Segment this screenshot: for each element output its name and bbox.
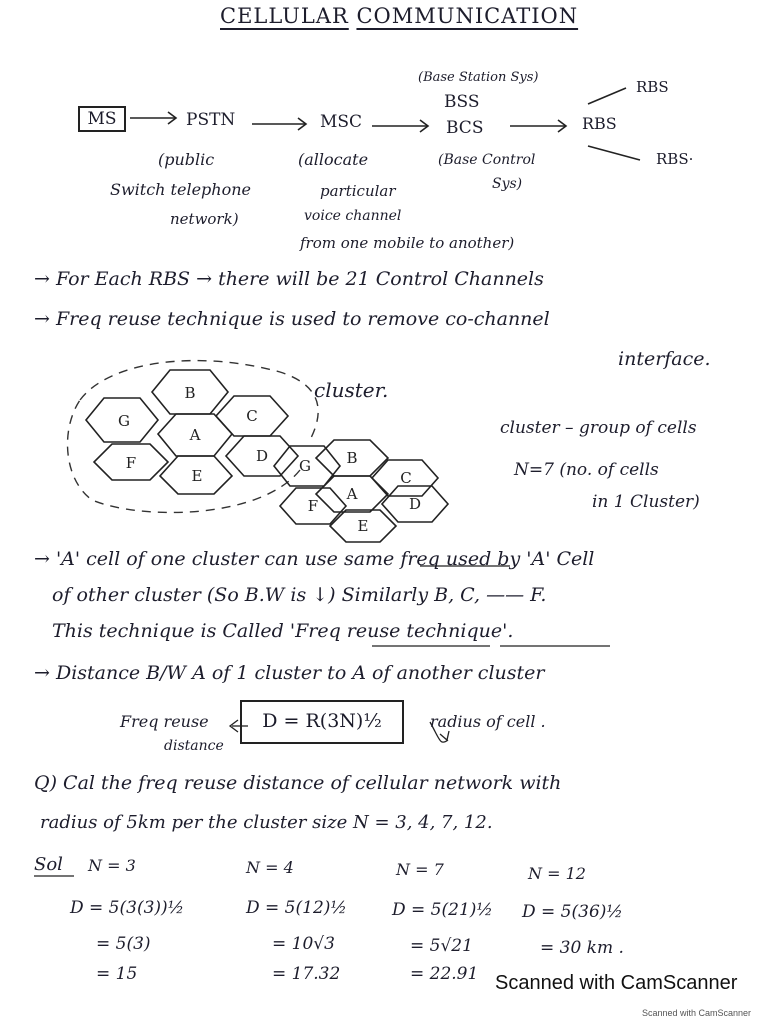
sol-col4-n: N = 12 bbox=[528, 864, 586, 883]
pstn-desc-line1: (public bbox=[158, 150, 215, 169]
sol-col3-l1: D = 5(21)½ bbox=[392, 900, 493, 920]
camscanner-watermark: Scanned with CamScanner bbox=[495, 972, 738, 994]
question-line2: radius of 5km per the cluster size N = 3, 4, 7, 12. bbox=[40, 812, 493, 833]
bcs-label: BCS bbox=[446, 118, 484, 138]
hex-label-cluster1-a: A bbox=[189, 426, 201, 444]
sol-col1-l3: = 15 bbox=[96, 964, 138, 984]
solution-label: Sol bbox=[34, 854, 63, 875]
hex-label-cluster1-e: E bbox=[191, 467, 203, 485]
cluster-label: cluster. bbox=[314, 378, 389, 402]
msc-desc-line1: (allocate bbox=[298, 150, 369, 169]
rbs-top-label: RBS bbox=[636, 78, 669, 96]
sol-col2-l3: = 17.32 bbox=[272, 964, 341, 984]
sol-col2-l2: = 10√3 bbox=[272, 934, 335, 954]
formula-left-label1: Freq reuse bbox=[120, 712, 209, 731]
point-control-channels: → For Each RBS → there will be 21 Control Channels bbox=[34, 268, 544, 290]
hex-label-cluster1-f: F bbox=[125, 454, 137, 472]
hex-label-cluster1-d: D bbox=[255, 447, 269, 465]
point-freq-reuse: → Freq reuse technique is used to remove co-channel bbox=[34, 308, 550, 330]
rbs-mid-label: RBS bbox=[582, 114, 617, 133]
hex-label-cluster2-d: D bbox=[408, 495, 422, 513]
sol-col1-l1: D = 5(3(3))½ bbox=[70, 898, 185, 918]
hex-label-cluster2-a: A bbox=[346, 485, 358, 503]
arrow-radius-head bbox=[440, 731, 449, 740]
sol-col4-l2: = 30 km . bbox=[540, 938, 624, 958]
title-word-communication: COMMUNICATION bbox=[356, 4, 579, 28]
msc-desc-line3: voice channel bbox=[304, 208, 402, 224]
para-line1: → 'A' cell of one cluster can use same freq used by 'A' Cell bbox=[34, 548, 595, 570]
cluster-n-line1: N=7 (no. of cells bbox=[514, 460, 659, 480]
bcs-desc-line1: (Base Control bbox=[438, 152, 536, 168]
pstn-label: PSTN bbox=[186, 110, 236, 130]
cluster-n-line2: in 1 Cluster) bbox=[592, 492, 700, 512]
hex-label-cluster1-b: B bbox=[184, 384, 196, 402]
msc-label: MSC bbox=[320, 112, 363, 132]
formula-box bbox=[240, 700, 404, 744]
sol-col1-n: N = 3 bbox=[88, 856, 136, 875]
para-line3: This technique is Called 'Freq reuse technique'. bbox=[52, 620, 514, 642]
hex-label-cluster1-g: G bbox=[118, 412, 130, 430]
hex-label-cluster2-c: C bbox=[400, 469, 412, 487]
sol-col1-l2: = 5(3) bbox=[96, 934, 151, 954]
sol-col3-l2: = 5√21 bbox=[410, 936, 473, 956]
para-line4: → Distance B/W A of 1 cluster to A of another cluster bbox=[34, 662, 545, 684]
formula-right-label: radius of cell . bbox=[430, 712, 546, 731]
pstn-desc-line3: network) bbox=[170, 210, 239, 228]
title-word-cellular: CELLULAR bbox=[220, 4, 349, 28]
bcs-desc-line2: Sys) bbox=[492, 176, 523, 192]
camscanner-watermark-small: Scanned with CamScanner bbox=[642, 1008, 752, 1018]
hex-label-cluster1-c: C bbox=[246, 407, 258, 425]
hex-label-cluster2-b: B bbox=[346, 449, 358, 467]
pstn-desc-line2: Switch telephone bbox=[110, 180, 251, 199]
bss-note: (Base Station Sys) bbox=[418, 70, 539, 85]
point-freq-reuse-end: interface. bbox=[618, 348, 711, 370]
sol-col4-l1: D = 5(36)½ bbox=[522, 902, 623, 922]
msc-desc-line2: particular bbox=[320, 182, 396, 200]
hex-label-cluster2-e: E bbox=[357, 517, 369, 535]
cluster-definition: cluster – group of cells bbox=[500, 418, 697, 438]
sol-col2-n: N = 4 bbox=[246, 858, 294, 877]
msc-desc-line4: from one mobile to another) bbox=[300, 234, 515, 252]
question-line1: Q) Cal the freq reuse distance of cellular network with bbox=[34, 772, 562, 794]
sol-col3-l3: = 22.91 bbox=[410, 964, 479, 984]
line-rbs-bottom bbox=[588, 146, 640, 160]
rbs-bottom-label: RBS· bbox=[656, 150, 694, 168]
para-line2: of other cluster (So B.W is ↓) Similarly B, C, —— F. bbox=[52, 584, 547, 606]
bss-label: BSS bbox=[444, 92, 480, 112]
formula-text: D = R(3N)½ bbox=[262, 710, 382, 732]
sol-col2-l1: D = 5(12)½ bbox=[246, 898, 347, 918]
ms-label: MS bbox=[87, 109, 117, 129]
formula-left-label2: distance bbox=[164, 738, 224, 754]
hex-label-cluster2-g: G bbox=[299, 457, 311, 475]
hex-label-cluster2-f: F bbox=[307, 497, 319, 515]
sol-col3-n: N = 7 bbox=[396, 860, 444, 879]
line-rbs-top bbox=[588, 88, 626, 104]
